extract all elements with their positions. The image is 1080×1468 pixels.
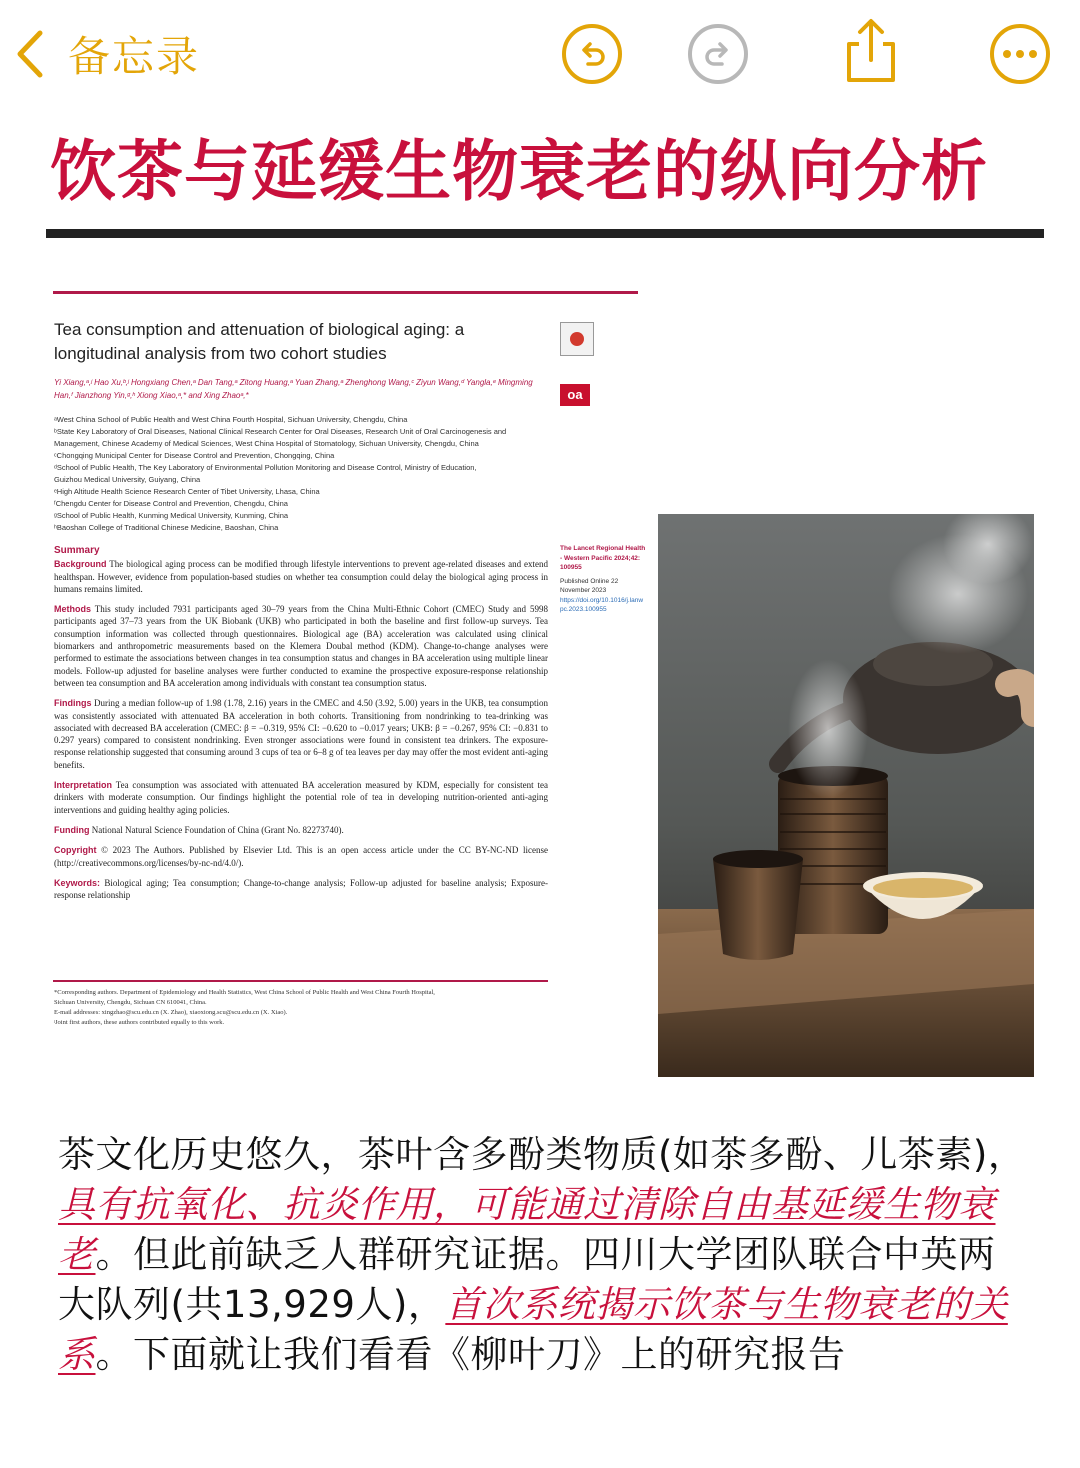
affiliation-line: ᵈSchool of Public Health, The Key Laboratory of Environmental Pollution Monitoring and Disease Control, Ministry of Education, [54, 463, 477, 472]
affiliation-line: Management, Chinese Academy of Medical Sciences, West China Hospital of Stomatology, Sichuan University, Chengdu, China [54, 439, 479, 448]
summary-section [54, 603, 548, 689]
summary-section-heading: Interpretation [54, 780, 113, 791]
summary-section [54, 877, 548, 902]
summary-section-text: National Natural Science Foundation of China (Grant No. 82273740). [91, 824, 344, 835]
paper-title: Tea consumption and attenuation of biological aging: a longitudinal analysis from two cohort studies [54, 320, 465, 363]
affiliation-line: ᶠChengdu Center for Disease Control and Prevention, Chengdu, China [54, 499, 288, 508]
footnote-line: *Corresponding authors. Department of Epidemiology and Health Statistics, West China School of Public Health and West China Fourth Hospital, [54, 989, 435, 996]
undo-icon [575, 37, 609, 71]
affiliation-line: ᵇState Key Laboratory of Oral Diseases, National Clinical Research Center for Oral Diseases, Research Unit of Oral Carcinogenesis and [54, 427, 507, 436]
chevron-left-icon [14, 29, 44, 79]
summary-section-text: Tea consumption was associated with attenuated BA acceleration measured by KDM, especially for consistent tea drinkers with moderate consumption. Our findings highlight the potential role of tea in developing nutrition-oriented anti-aging interventions and guiding healthy aging policies. [54, 780, 548, 815]
summary-title: Summary [54, 545, 100, 556]
summary-section-heading: Background [54, 559, 107, 570]
summary-section-text: The biological aging process can be modified through lifestyle interventions to prevent age-related diseases and extend healthspan. However, evidence from population-based studies on whether tea consumption could delay the biological aging process in humans remains limited. [54, 559, 548, 594]
paper-authors: Yi Xiang,ᵃ,ʲ Hao Xu,ᵇ,ʲ Hongxiang Chen,ᵃ Dan Tang,ᵃ Zitong Huang,ᵃ Yuan Zhang,ᵃ Zhenghong Wang,ᶜ Ziyun Wang,ᵈ Yangla,ᵉ Mingming Han,ᶠ Jianzhong Yin,ᵍ,ʰ Xiong Xiao,ᵃ,* and Xing Zhaoᵃ,* [54, 378, 533, 400]
summary-section-text: This study included 7931 participants aged 30–79 years from the China Multi-Ethnic Cohort (CMEC) Study and 5998 participants aged 37–73 years from the UK Biobank (UKB) who participated in both the baseline and first follow-up surveys. Tea consumption information was collected through questionnaires. Biological age (BA) acceleration was calculated using clinical biomarkers and anthropometric measurements based on the Klemera Doubal method (KDM). Change-to-change analyses were performed to estimate the associations between changes in tea consumption status and changes in BA acceleration using multiple linear models. Follow-up adjusted for baseline analyses were further conducted to examine the prospective exposure-response relationship between tea consumption and BA acceleration among individuals with constant tea consumption status. [54, 604, 548, 688]
summary-section-heading: Methods [54, 604, 91, 615]
more-button[interactable] [990, 24, 1050, 84]
redo-icon [701, 37, 735, 71]
summary-section [54, 844, 548, 869]
body-text-2: 。但此前缺乏人群研究证据。四川大学团队联合中英两大队列(共13,929人)， [58, 1233, 996, 1326]
title-divider [46, 229, 1044, 238]
footnote-line: Sichuan University, Chengdu, Sichuan CN 610041, China. [54, 999, 207, 1006]
redo-button[interactable] [688, 24, 748, 84]
paper-foot-rule [53, 980, 548, 982]
share-icon [841, 16, 901, 86]
summary-section-heading: Keywords: [54, 877, 101, 888]
body-highlight-2: 首次系统揭示饮茶与生物衰老的关系 [58, 1283, 1008, 1376]
paper-summary [54, 545, 548, 909]
doi-link[interactable]: https://doi.org/10.1016/j.lanwpc.2023.100955 [560, 596, 644, 613]
summary-section-text: During a median follow-up of 1.98 (1.78, 2.16) years in the CMEC and 4.50 (3.92, 5.00) years in the UKB, tea consumption was consistently associated with attenuated BA acceleration in both cohorts. Transitioning from nondrinking to tea-drinking was associated with decreased BA acceleration (CMEC: β = −0.319, 95% CI: −0.620 to −0.017 years; UKB: β = −0.267, 95% CI: −0.831 to 0.297 years) compared to consistent nondrinking. Even stronger associations were found in consistent tea drinkers. The exposure-response relationship suggested that consuming around 3 cups of tea or 6–8 g of tea leaves per day may offer the most evident anti-aging benefits. [54, 698, 549, 770]
summary-section-heading: Findings [54, 698, 92, 709]
summary-section-heading: Funding [54, 824, 90, 835]
summary-section-text: Biological aging; Tea consumption; Change-to-change analysis; Follow-up adjusted for baseline analysis; Exposure-response relationship [54, 877, 548, 901]
footnote-line: ʲJoint first authors, these authors contributed equally to this work. [54, 1019, 225, 1026]
affiliation-line: Guizhou Medical University, Guiyang, China [54, 475, 201, 484]
body-text-1: 茶文化历史悠久，茶叶含多酚类物质(如茶多酚、儿茶素)， [58, 1133, 1026, 1176]
paper-screenshot [40, 262, 650, 1052]
summary-section [54, 697, 548, 771]
body-text-3: 。下面就让我们看看《柳叶刀》上的研究报告 [95, 1333, 846, 1376]
summary-section-text: © 2023 The Authors. Published by Elsevier Ltd. This is an open access article under the CC BY-NC-ND license (http://creativecommons.org/licenses/by-nc-nd/4.0/). [54, 845, 549, 868]
open-access-badge: oa [560, 384, 590, 406]
summary-section-heading: Copyright [54, 845, 97, 856]
tea-photo [658, 514, 1034, 1077]
footnote-line: E-mail addresses: xingzhao@scu.edu.cn (X. Zhao), xiaoxiong.scu@scu.edu.cn (X. Xiao). [54, 1009, 288, 1016]
note-body[interactable] [58, 1130, 1028, 1380]
summary-section [54, 779, 548, 816]
journal-citation [560, 544, 646, 615]
summary-section [54, 824, 548, 836]
published-date: Published Online 22 November 2023 [560, 577, 619, 594]
affiliation-line: ᵍSchool of Public Health, Kunming Medical University, Kunming, China [54, 511, 289, 520]
summary-section [54, 558, 548, 595]
back-label: 备忘录 [68, 32, 201, 81]
more-icon [1002, 49, 1038, 59]
affiliation-line: ᵃWest China School of Public Health and West China Fourth Hospital, Sichuan University, Chengdu, China [54, 415, 408, 424]
notes-toolbar [0, 0, 1080, 110]
affiliation-line: ᵉHigh Altitude Health Science Research Center of Tibet University, Lhasa, China [54, 487, 320, 496]
back-button[interactable] [14, 24, 200, 84]
affiliation-line: ʰBaoshan College of Traditional Chinese Medicine, Baoshan, China [54, 523, 279, 532]
paper-footnotes [54, 988, 554, 1028]
note-title: 饮茶与延缓生物衰老的纵向分析 [50, 133, 988, 210]
share-button[interactable] [840, 16, 902, 86]
body-highlight-1: 具有抗氧化、抗炎作用，可能通过清除自由基延缓生物衰老 [58, 1183, 996, 1276]
affiliation-line: ᶜChongqing Municipal Center for Disease Control and Prevention, Chongqing, China [54, 451, 335, 460]
check-for-updates-icon [560, 322, 594, 356]
paper-affiliations [54, 414, 554, 534]
undo-button[interactable] [562, 24, 622, 84]
journal-name: The Lancet Regional Health - Western Pacific 2024;42: 100955 [560, 545, 646, 571]
paper-top-rule [53, 291, 638, 294]
